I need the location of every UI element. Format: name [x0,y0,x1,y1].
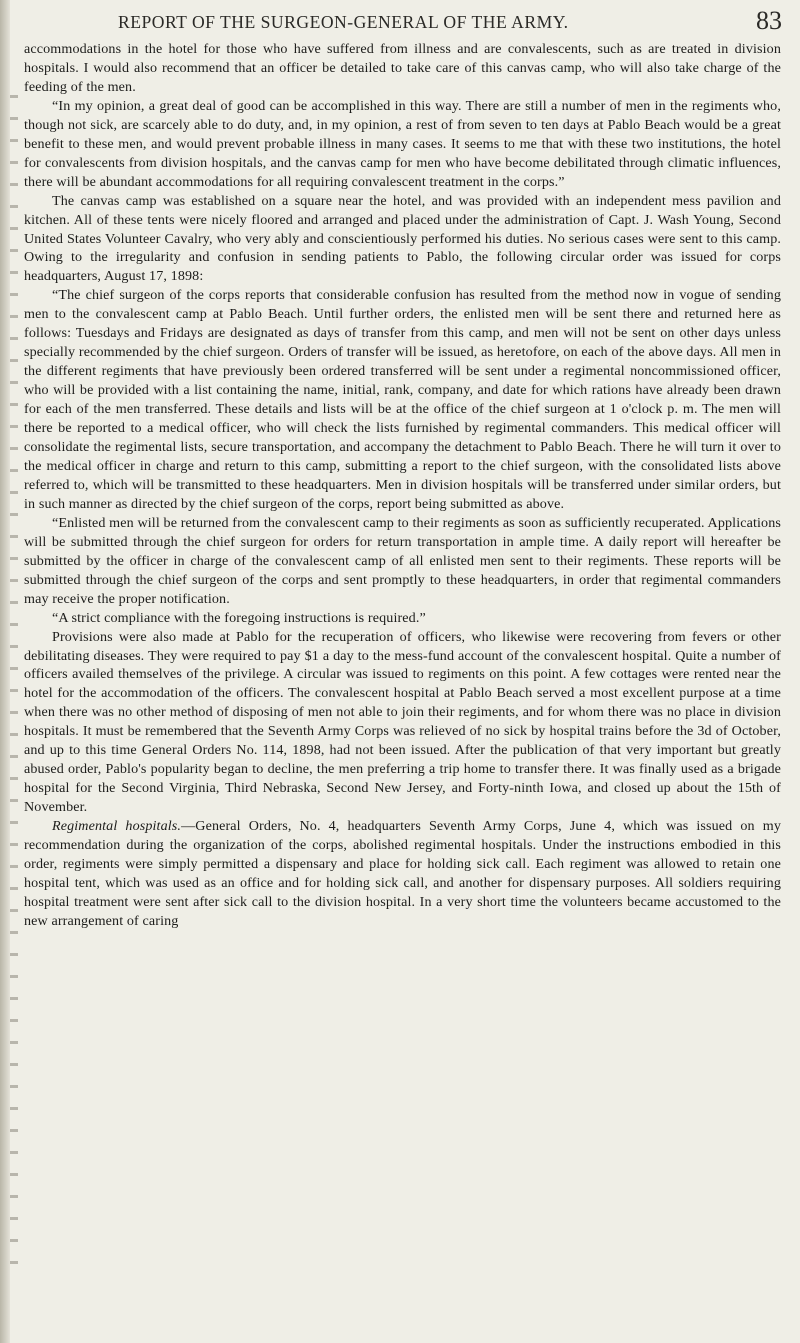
running-head: REPORT OF THE SURGEON-GENERAL OF THE ARMY. [118,12,569,32]
page-edge [0,0,10,1343]
paragraph-compliance: “A strict compliance with the foregoing instructions is required.” [52,609,426,626]
paragraph-officers-provisions: Provisions were also made at Pablo for the recuperation of officers, who likewise were recovering from fevers or other debilitating diseases. They were required to pay $1 a day to the mess-fund account of the convalescent hospital. Quite a number of officers availed themselves of the privilege. A circular was issued to regiments on this point. A few cottages were rented near the hotel for the accommodation of the officers. The convalescent hospital at Pablo Beach served a most excellent purpose at a time when there was no other method of disposing of men not able to join their regiments, and for whom there was no place in division hospitals. It must be remembered that the Seventh Army Corps was relieved of no sick by hospital trains before the 3d of October, and up to this time General Orders No. 114, 1898, had not been issued. After the publication of that very important but greatly abused order, Pablo's popularity began to decline, the men preferring a trip home to transfer there. It was finally used as a brigade hospital for the Second Virginia, Third Nebraska, Second New Jersey, and Forty-ninth Iowa, and closed up about the 15th of November. [24,628,781,816]
paragraph-enlisted-return: “Enlisted men will be returned from the convalescent camp to their regiments as soon as sufficiently recuperated. Applications will be submitted through the chief surgeon for orders for return transportation in ample time. A daily report will hereafter be submitted by the officer in charge of the convalescent camp of all enlisted men sent to their regiments. These reports will be submitted through the chief surgeon of the corps and sent promptly to these headquarters, in order that regimental commanders may receive the proper notification. [24,514,781,607]
page-header [30,6,782,36]
binding-gutter [10,95,18,1265]
paragraph-regimental-hospitals [24,817,781,931]
body-text [24,40,781,931]
paragraph-canvas-camp: The canvas camp was established on a square near the hotel, and was provided with an independent mess pavilion and kitchen. All of these tents were nicely floored and arranged and placed under the administration of Capt. J. Wash Young, Second United States Volunteer Cavalry, who very ably and conscientiously performed his duties. No serious cases were sent to this camp. Owing to the irregularity and confusion in sending patients to Pablo, the following circular order was issued for corps headquarters, August 17, 1898: [24,192,781,285]
section-heading-regimental-hospitals: Regimental hospitals. [52,818,182,835]
page-number: 83 [756,6,782,35]
paragraph-continuation: accommodations in the hotel for those who have suffered from illness and are convalescents, such as are treated in division hospitals. I would also recommend that an officer be detailed to take care of this canvas camp, who will also take charge of the feeding of the men. [24,41,781,95]
paragraph-circular-order: “The chief surgeon of the corps reports that considerable confusion has resulted from the method now in vogue of sending men to the convalescent camp at Pablo Beach. Until further orders, the enlisted men will be sent there and returned here as follows: Tuesdays and Fridays are designated as days of transfer from this camp, and men will not be sent on other days unless specially recommended by the chief surgeon. Orders of transfer will be issued, as heretofore, on each of the above days. All men in the different regiments that have previously been ordered transferred will be sent under a regimental noncommissioned officer, who will be provided with a list containing the name, initial, rank, company, and date for which rations have already been drawn for each of the men transferred. These details and lists will be at the office of the chief surgeon at 1 o'clock p. m. The men will there be reported to a medical officer, who will check the lists furnished by regimental commanders. This medical officer will consolidate the regimental lists, secure transportation, and accompany the detachment to Pablo Beach. There he will turn it over to the medical officer in charge and return to this camp, submitting a report to the chief surgeon, with the consolidated lists above referred to, which will be transmitted to these headquarters. Men in division hospitals will be transferred under similar orders, but in such manner as directed by the chief surgeon of the corps, report being submitted as above. [24,287,781,512]
paragraph-quote-opinion: “In my opinion, a great deal of good can be accomplished in this way. There are still a number of men in the regiments who, though not sick, are scarcely able to do duty, and, in my opinion, a rest of from seven to ten days at Pablo Beach would be a great benefit to these men, and would prevent probable illness in many cases. It seems to me that with these two institutions, the hotel for convalescents from division hospitals, and the canvas camp for men who have become debilitated through climatic influences, there will be abundant accommodations for all requiring convalescent treatment in the corps.” [24,97,781,190]
regimental-hospitals-text: —General Orders, No. 4, headquarters Seventh Army Corps, June 4, which was issued on my recommendation during the organization of the corps, abolished regimental hospitals. Under the instructions embodied in this order, regiments were simply permitted a dispensary and place for holding sick call. Each regiment was allowed to retain one hospital tent, which was used as an office and for holding sick call, and another for dispensary purposes. All soldiers requiring hospital treatment were sent after sick call to the division hospital. In a very short time the volunteers became accustomed to the new arrangement of caring [24,818,781,929]
